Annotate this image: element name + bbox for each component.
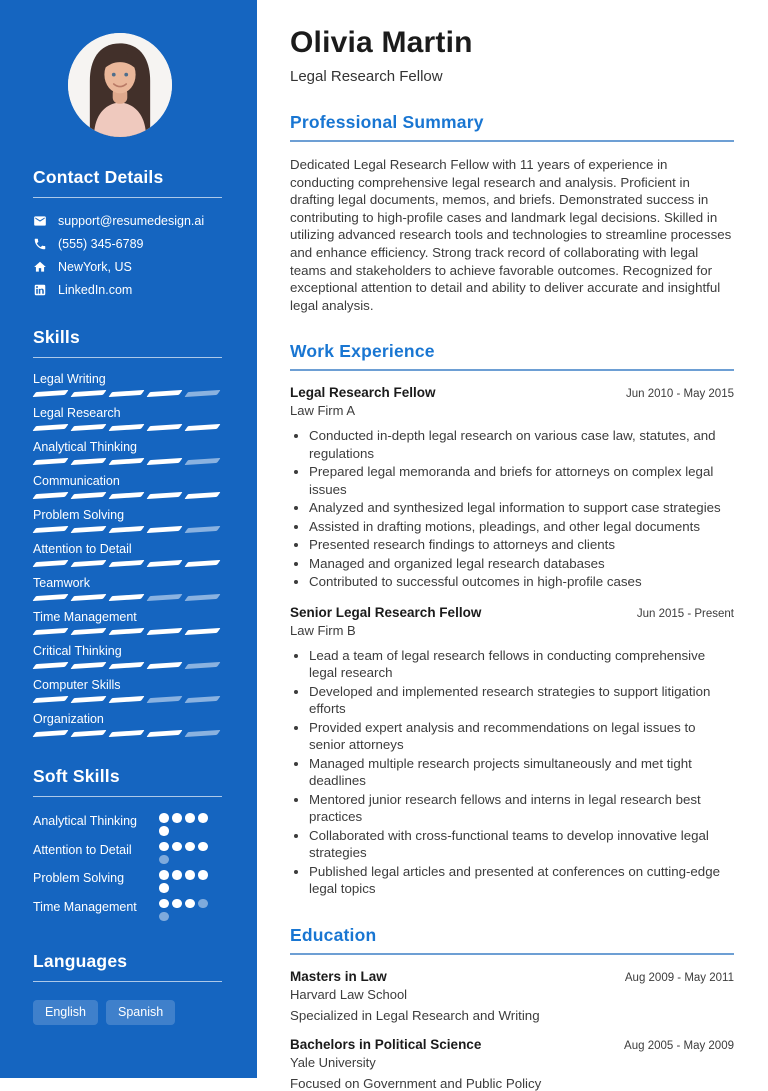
skill-bar-segment [184,526,220,533]
skill-bar-segment [32,696,68,703]
soft-skill-dot [198,899,208,909]
job-bullet: • Developed and implemented research strategies to support litigation efforts [309,683,734,718]
skill-bar-segment [184,492,220,499]
skill-item [33,712,222,736]
job-bullet: • Presented research findings to attorneys and clients [309,536,734,554]
skill-item [33,372,222,396]
languages-title: Languages [33,951,128,971]
soft-skills-section [33,766,222,921]
job-bullet-list [290,647,734,898]
languages-list [33,1000,222,1025]
contact-title: Contact Details [33,167,164,187]
summary-title: Professional Summary [290,112,484,132]
education-entry [290,969,734,1023]
skill-label: Legal Research [33,406,121,420]
education-section [290,925,734,1091]
soft-skill-dots [159,870,213,893]
languages-section [33,951,222,1025]
skills-title: Skills [33,327,80,347]
job-dates: Jun 2010 - May 2015 [625,388,734,401]
skill-item [33,644,222,668]
skill-bar-segment [146,560,182,567]
education-dates: Aug 2005 - May 2009 [624,1039,734,1052]
skill-level-bar [33,697,222,702]
contact-list [33,214,222,297]
job-bullet: • Assisted in drafting motions, pleadings, and other legal documents [309,518,734,536]
sidebar [0,0,257,1078]
experience-list [290,385,734,898]
job-bullet: • Published legal articles and presented at conferences on cutting-edge legal topics [309,863,734,898]
skill-level-bar [33,561,222,566]
job-bullet: • Provided expert analysis and recommendations on legal issues to senior attorneys [309,719,734,754]
skill-label: Computer Skills [33,678,121,692]
contact-item-text: support@resumedesign.ai [58,214,205,228]
skill-bar-segment [108,458,144,465]
job-dates: Jun 2015 - Present [636,607,734,620]
skill-bar-segment [70,696,106,703]
soft-skill-dot [172,899,182,909]
soft-skill-item [33,813,222,836]
skill-label: Teamwork [33,576,90,590]
skill-bar-segment [146,424,182,431]
language-chip: Spanish [106,1000,175,1025]
contact-item-text: NewYork, US [58,260,132,274]
soft-skill-dot [172,870,182,880]
education-school: Harvard Law School [290,986,408,1002]
skills-section [33,327,222,736]
skill-level-bar [33,663,222,668]
skill-label: Critical Thinking [33,644,122,658]
experience-underline [290,369,734,371]
soft-skill-dot [159,826,169,836]
education-degree: Bachelors in Political Science [290,1036,482,1052]
skill-bar-segment [108,594,144,601]
skill-bar-segment [32,526,68,533]
skill-bar-segment [70,458,106,465]
skill-item [33,508,222,532]
job-bullet: • Lead a team of legal research fellows in conducting comprehensive legal research [309,647,734,682]
job-role: Senior Legal Research Fellow [290,604,482,620]
skill-bar-segment [146,458,182,465]
skill-bar-segment [32,560,68,567]
skill-bar-segment [146,492,182,499]
soft-skill-dot [159,883,169,893]
soft-skills-title: Soft Skills [33,766,120,786]
skill-bar-segment [146,662,182,669]
job-bullet: • Conducted in-depth legal research on various case law, statutes, and regulations [309,427,734,462]
job-role: Legal Research Fellow [290,385,436,401]
skill-bar-segment [32,458,68,465]
job-company: Law Firm A [290,403,356,419]
skills-divider [33,357,222,358]
experience-title: Work Experience [290,341,435,362]
job-bullet: • Mentored junior research fellows and interns in legal research best practices [309,791,734,826]
skill-item [33,610,222,634]
experience-section [290,341,734,898]
education-underline [290,953,734,955]
job-bullet-list [290,427,734,591]
languages-divider [33,981,222,982]
soft-skill-dot [185,842,195,852]
skill-bar-segment [32,730,68,737]
skill-bar-segment [108,696,144,703]
person-job-title: Legal Research Fellow [290,68,443,85]
soft-skill-item [33,870,222,893]
soft-skill-dot [185,870,195,880]
skill-bar-segment [32,424,68,431]
soft-skill-dot [159,855,169,865]
skill-bar-segment [146,526,182,533]
job-bullet: • Collaborated with cross-functional teams to develop innovative legal strategies [309,827,734,862]
skill-bar-segment [184,458,220,465]
skill-level-bar [33,459,222,464]
skill-bar-segment [32,628,68,635]
skill-bar-segment [108,424,144,431]
education-school: Yale University [290,1054,376,1070]
skill-bar-segment [184,390,220,397]
skill-bar-segment [70,662,106,669]
soft-skill-dot [198,870,208,880]
soft-skill-dot [198,813,208,823]
skill-level-bar [33,731,222,736]
soft-skill-label: Problem Solving [33,871,125,885]
contact-item [33,237,222,251]
summary-text: Dedicated Legal Research Fellow with 11 years of experience in conducting comprehensive legal research and analysis. Proficient in drafting legal documents, memos, and briefs. Demonstrated success in contributing to high-profile cases and landmark legal decisions. Skilled in utilizing advanced research tools and technologies to streamline processes and enhance efficiency. Strong track record of collaborating with legal teams and stakeholders to achieve favorable outcomes. Recognized for exceptional attention to detail and ability to deliver accurate and insightful legal analysis. [290,157,732,313]
skill-bar-segment [146,696,182,703]
education-header [290,969,734,984]
contact-item [33,260,222,274]
linkedin-icon [33,283,47,297]
job-bullet: • Analyzed and synthesized legal information to support case strategies [309,499,734,517]
contact-divider [33,197,222,198]
avatar [68,33,172,137]
skill-bar-segment [146,628,182,635]
job-header [290,605,734,620]
education-note: Specialized in Legal Research and Writing [290,1007,540,1023]
skill-bar-segment [146,730,182,737]
soft-skill-item [33,842,222,865]
skill-bar-segment [32,492,68,499]
skill-bar-segment [70,730,106,737]
skill-bar-segment [108,560,144,567]
job-bullet: • Prepared legal memoranda and briefs for attorneys on complex legal issues [309,463,734,498]
skill-label: Problem Solving [33,508,125,522]
soft-skill-dot [159,842,169,852]
education-note: Focused on Government and Public Policy [290,1075,542,1091]
skill-bar-segment [70,492,106,499]
skill-bar-segment [184,696,220,703]
skill-label: Analytical Thinking [33,440,137,454]
skill-bar-segment [70,560,106,567]
skill-bar-segment [146,390,182,397]
skill-item [33,542,222,566]
skills-list [33,372,222,736]
skill-bar-segment [108,492,144,499]
person-name: Olivia Martin [290,26,473,59]
education-header [290,1037,734,1052]
summary-underline [290,140,734,142]
skill-bar-segment [184,560,220,567]
soft-skill-dot [172,813,182,823]
education-dates: Aug 2009 - May 2011 [624,971,734,984]
soft-skill-label: Attention to Detail [33,842,132,857]
summary-section [290,112,734,314]
skill-label: Time Management [33,610,137,624]
job-entry [290,605,734,898]
portrait-photo-illustration [68,33,172,137]
language-chip: English [33,1000,98,1025]
soft-skill-label: Analytical Thinking [33,814,137,828]
contact-item[interactable] [33,214,222,228]
skill-level-bar [33,425,222,430]
soft-skills-list [33,813,222,921]
skill-bar-segment [108,730,144,737]
skill-bar-segment [184,424,220,431]
skill-label: Legal Writing [33,372,106,386]
home-icon [33,260,47,274]
phone-icon [33,237,47,251]
soft-skill-label: Time Management [33,899,137,914]
skill-bar-segment [70,628,106,635]
soft-skill-dot [185,813,195,823]
skill-label: Organization [33,712,104,726]
skill-bar-segment [108,662,144,669]
skill-bar-segment [184,628,220,635]
skill-bar-segment [108,526,144,533]
job-bullet: • Contributed to successful outcomes in high-profile cases [309,573,734,591]
avatar-wrap [33,33,222,137]
skill-level-bar [33,595,222,600]
skill-bar-segment [70,594,106,601]
soft-skill-dots [159,899,213,922]
skill-bar-segment [70,390,106,397]
skill-bar-segment [32,594,68,601]
soft-skill-dot [159,912,169,922]
skill-bar-segment [184,730,220,737]
skill-item [33,678,222,702]
soft-skill-item [33,899,222,922]
resume-main [257,0,768,1091]
skill-bar-segment [108,628,144,635]
skill-label: Attention to Detail [33,542,132,556]
skill-level-bar [33,493,222,498]
skill-item [33,440,222,464]
education-degree: Masters in Law [290,968,387,984]
skill-bar-segment [184,594,220,601]
soft-skill-dot [159,899,169,909]
skill-label: Communication [33,474,120,488]
skill-item [33,406,222,430]
job-company: Law Firm B [290,622,356,638]
soft-skill-dots [159,842,213,865]
education-title: Education [290,924,377,945]
soft-skill-dot [159,813,169,823]
skill-item [33,576,222,600]
soft-skill-dot [159,870,169,880]
soft-skills-divider [33,796,222,797]
job-entry [290,385,734,591]
skill-level-bar [33,629,222,634]
skill-bar-segment [32,662,68,669]
skill-bar-segment [184,662,220,669]
mail-icon [33,214,47,228]
skill-bar-segment [146,594,182,601]
education-list [290,969,734,1091]
education-entry [290,1037,734,1091]
job-bullet: • Managed and organized legal research databases [309,555,734,573]
soft-skill-dot [198,842,208,852]
skill-bar-segment [32,390,68,397]
contact-section [33,167,222,297]
soft-skill-dots [159,813,213,836]
contact-item-text: (555) 345-6789 [58,237,144,251]
skill-bar-segment [70,526,106,533]
resume-header [290,26,734,85]
contact-item[interactable] [33,283,222,297]
skill-item [33,474,222,498]
skill-level-bar [33,527,222,532]
skill-level-bar [33,391,222,396]
contact-item-text: LinkedIn.com [58,283,133,297]
soft-skill-dot [172,842,182,852]
skill-bar-segment [108,390,144,397]
skill-bar-segment [70,424,106,431]
job-bullet: • Managed multiple research projects simultaneously and met tight deadlines [309,755,734,790]
soft-skill-dot [185,899,195,909]
job-header [290,385,734,400]
